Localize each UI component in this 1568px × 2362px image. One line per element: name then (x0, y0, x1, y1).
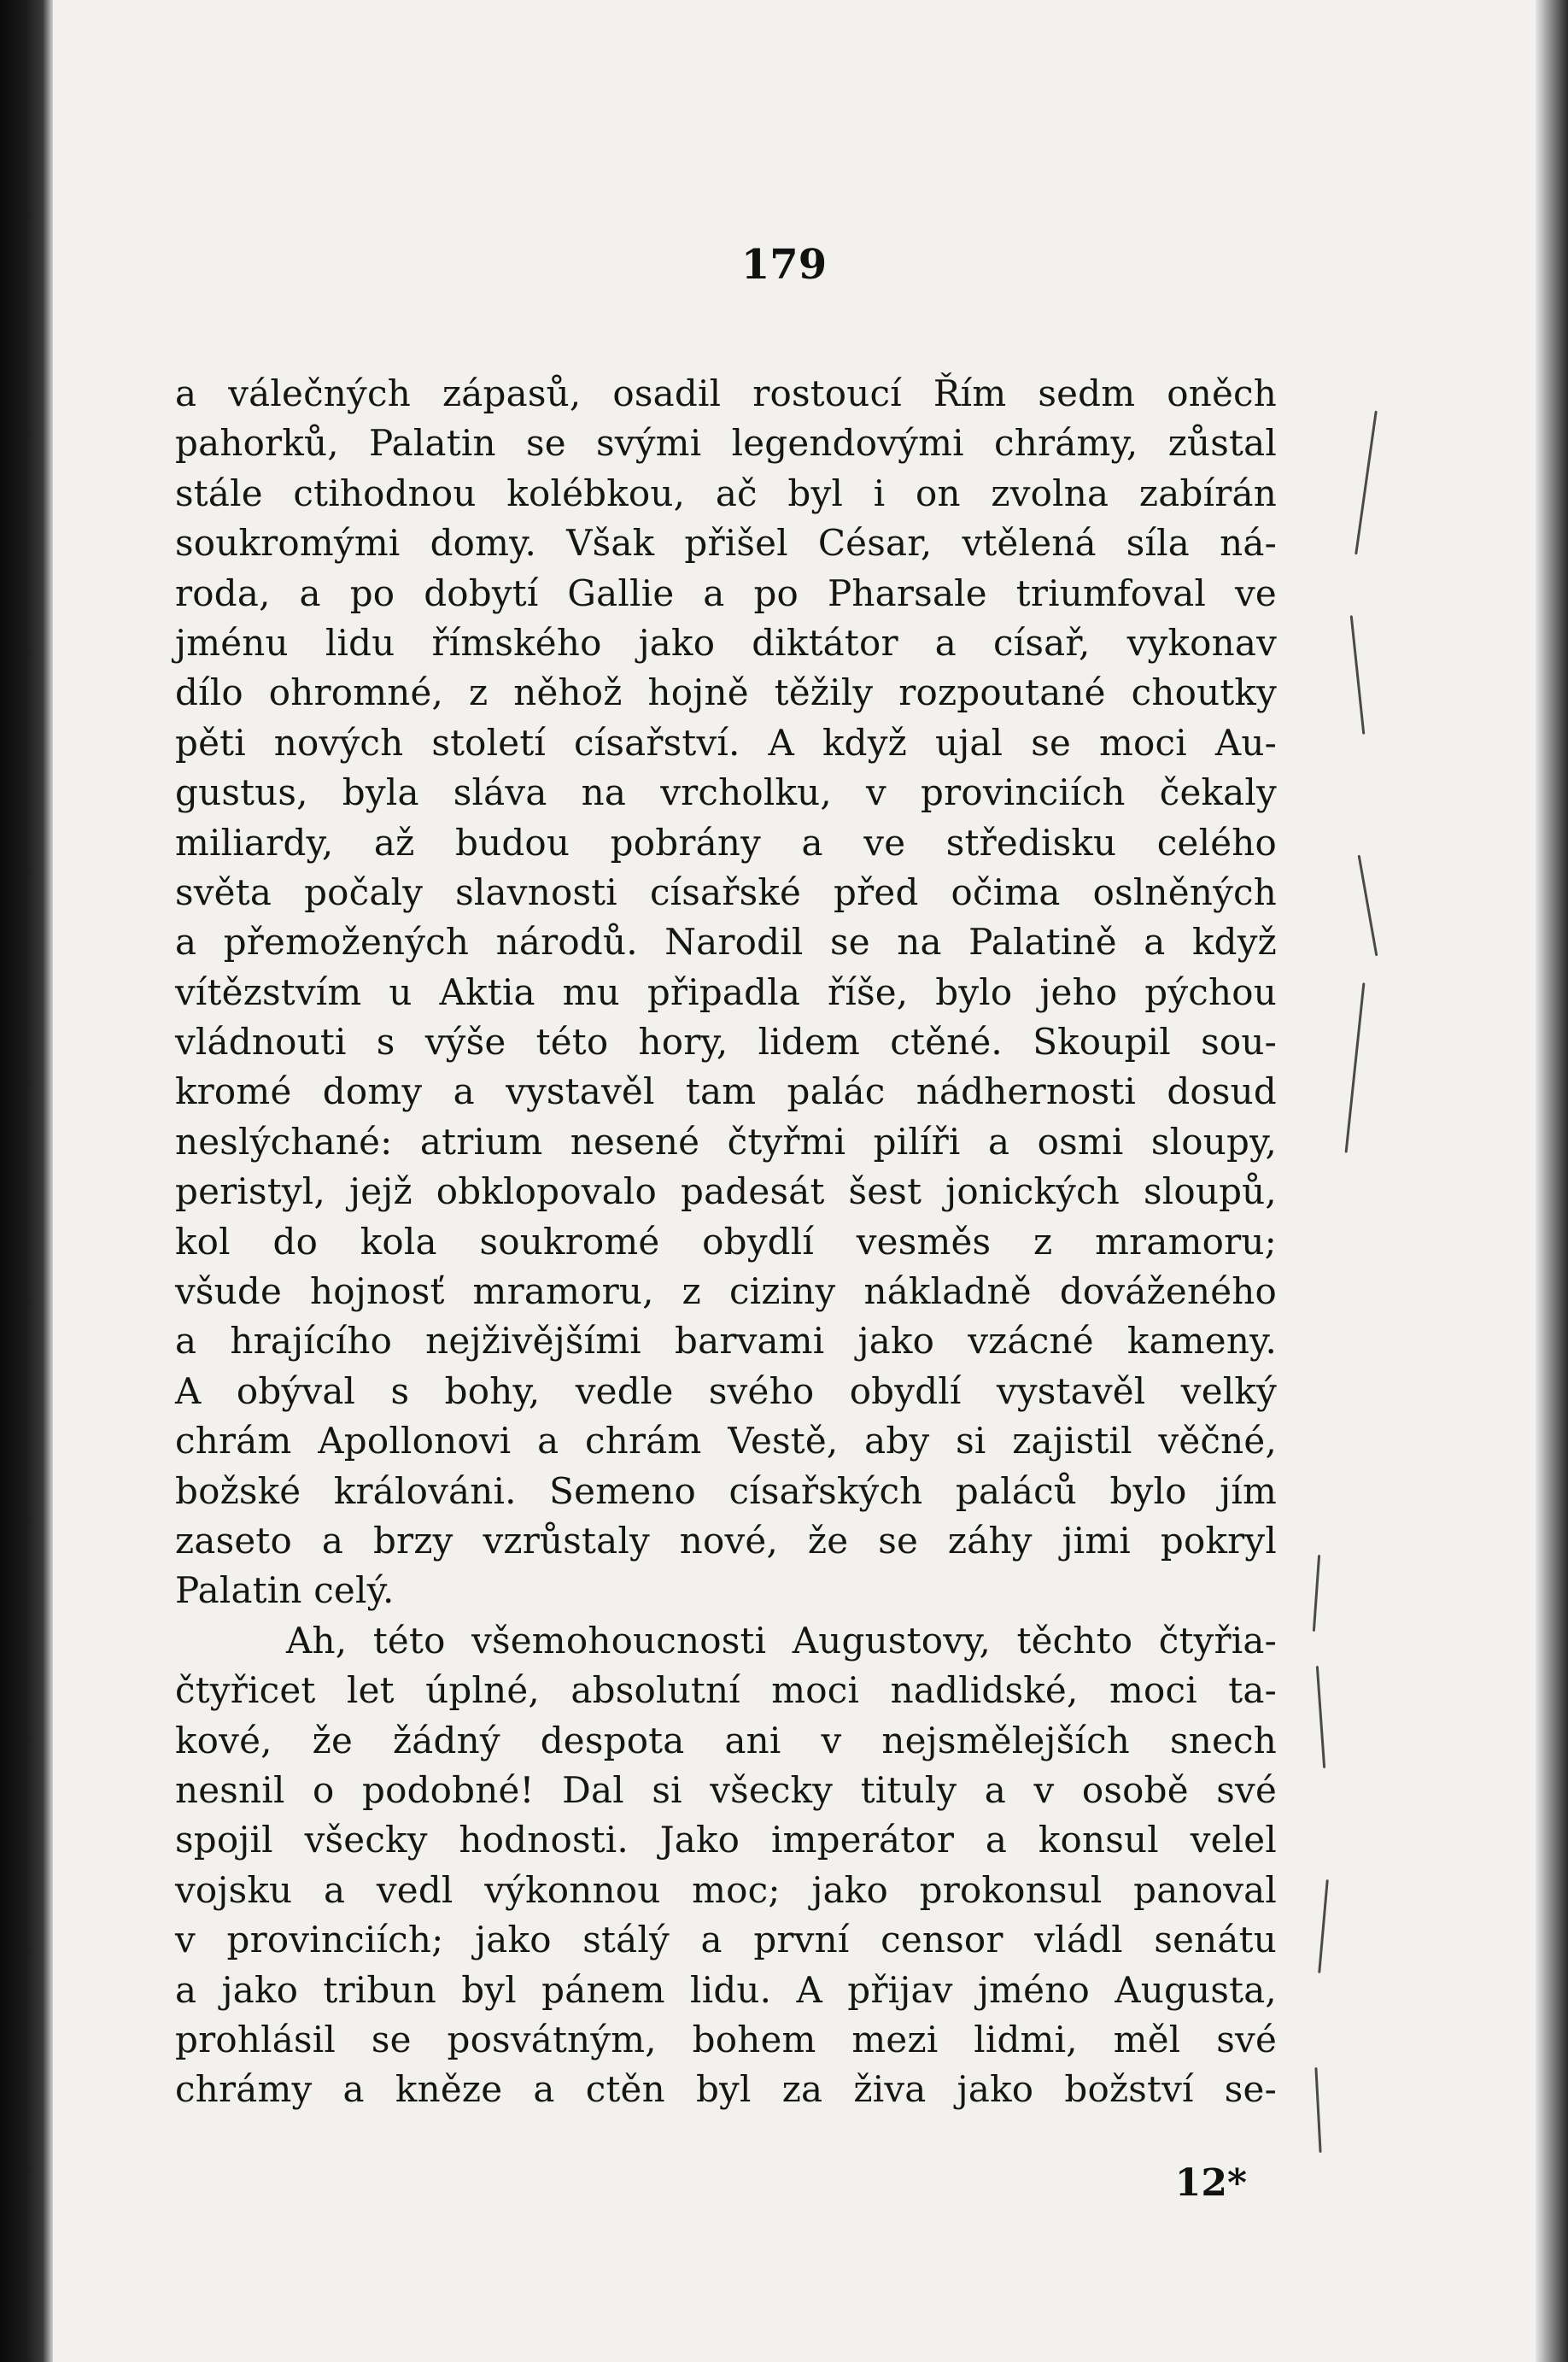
text-line: vládnouti s výše této hory, lidem ctěné. Skoupil sou- (175, 1021, 1277, 1064)
text-line: a hrajícího nejživějšími barvami jako vzácné kameny. (175, 1320, 1277, 1363)
text-line: roda, a po dobytí Gallie a po Pharsale triumfoval ve (175, 571, 1277, 614)
text-line: čtyřicet let úplné, absolutní moci nadlidské, moci ta- (175, 1669, 1277, 1712)
text-line: kové, že žádný despota ani v nejsmělejších snech (175, 1719, 1277, 1761)
page-number: 179 (740, 241, 828, 289)
paragraph-2 (175, 1616, 1277, 2115)
text-line: v provinciích; jako stálý a první censor vládl senátu (175, 1919, 1277, 1961)
text-line: kromé domy a vystavěl tam palác nádhernosti dosud (175, 1070, 1277, 1113)
edge-mark (1318, 1879, 1329, 1973)
text-line: nesnil o podobné! Dal si všecky tituly a v osobě své (175, 1768, 1277, 1811)
text-line: zaseto a brzy vzrůstaly nové, že se záhy jimi pokryl (175, 1519, 1277, 1562)
text-line: božské králováni. Semeno císařských paláců bylo jím (175, 1469, 1277, 1512)
edge-mark (1316, 1666, 1325, 1768)
text-line: stále ctihodnou kolébkou, ač byl i on zvolna zabírán (175, 472, 1277, 514)
text-line: kol do kola soukromé obydlí vesměs z mramoru; (175, 1220, 1277, 1263)
text-line: všude hojnosť mramoru, z ciziny nákladně dováženého (175, 1270, 1277, 1313)
text-line: chrám Apollonovi a chrám Vestě, aby si zajistil věčné, (175, 1420, 1277, 1462)
edge-mark (1313, 1555, 1320, 1632)
text-line: a přemožených národů. Narodil se na Palatině a když (175, 921, 1277, 964)
text-line: vítězstvím u Aktia mu připadla říše, bylo jeho pýchou (175, 970, 1277, 1013)
text-line: a válečných zápasů, osadil rostoucí Řím sedm oněch (175, 372, 1277, 414)
text-line: Palatin celý. (175, 1569, 395, 1612)
text-line: spojil všecky hodnosti. Jako imperátor a konsul velel (175, 1819, 1277, 1861)
text-line: peristyl, jejž obklopovalo padesát šest jonických sloupů, (175, 1170, 1277, 1213)
text-line: prohlásil se posvátným, bohem mezi lidmi, měl své (175, 2018, 1277, 2060)
body-text (175, 369, 1277, 2115)
text-line: dílo ohromné, z něhož hojně těžily rozpoutané choutky (175, 671, 1277, 714)
book-spine-shadow (0, 0, 53, 2362)
text-line: světa počaly slavnosti císařské před očima oslněných (175, 870, 1277, 913)
text-line: neslýchané: atrium nesené čtyřmi pilíři a osmi sloupy, (175, 1120, 1277, 1163)
text-line: gustus, byla sláva na vrcholku, v provinciích čekaly (175, 771, 1277, 814)
text-line: chrámy a kněze a ctěn byl za živa jako božství se- (175, 2068, 1277, 2111)
edge-mark (1358, 855, 1378, 957)
text-line: pahorků, Palatin se svými legendovými chrámy, zůstal (175, 422, 1277, 465)
page-edge-shadow (1536, 0, 1568, 2362)
edge-mark (1345, 982, 1366, 1152)
text-line: vojsku a vedl výkonnou moc; jako prokonsul panoval (175, 1868, 1277, 1911)
text-line: jménu lidu římského jako diktátor a císař, vykonav (175, 621, 1277, 664)
text-line: soukromými domy. Však přišel César, vtělená síla ná- (175, 522, 1277, 565)
text-line: miliardy, až budou pobrány a ve středisku celého (175, 821, 1277, 864)
text-line: pěti nových století císařství. A když ujal se moci Au- (175, 721, 1277, 764)
signature-mark: 12* (1174, 2161, 1247, 2205)
text-line: a jako tribun byl pánem lidu. A přijav jméno Augusta, (175, 1968, 1277, 2011)
edge-mark (1350, 615, 1366, 735)
edge-mark (1314, 2067, 1321, 2153)
edge-mark (1354, 411, 1378, 555)
text-line: Ah, této všemohoucnosti Augustovy, těchto čtyřia- (286, 1619, 1277, 1662)
text-line: A obýval s bohy, vedle svého obydlí vystavěl velký (175, 1369, 1277, 1412)
paragraph-1 (175, 369, 1277, 1616)
